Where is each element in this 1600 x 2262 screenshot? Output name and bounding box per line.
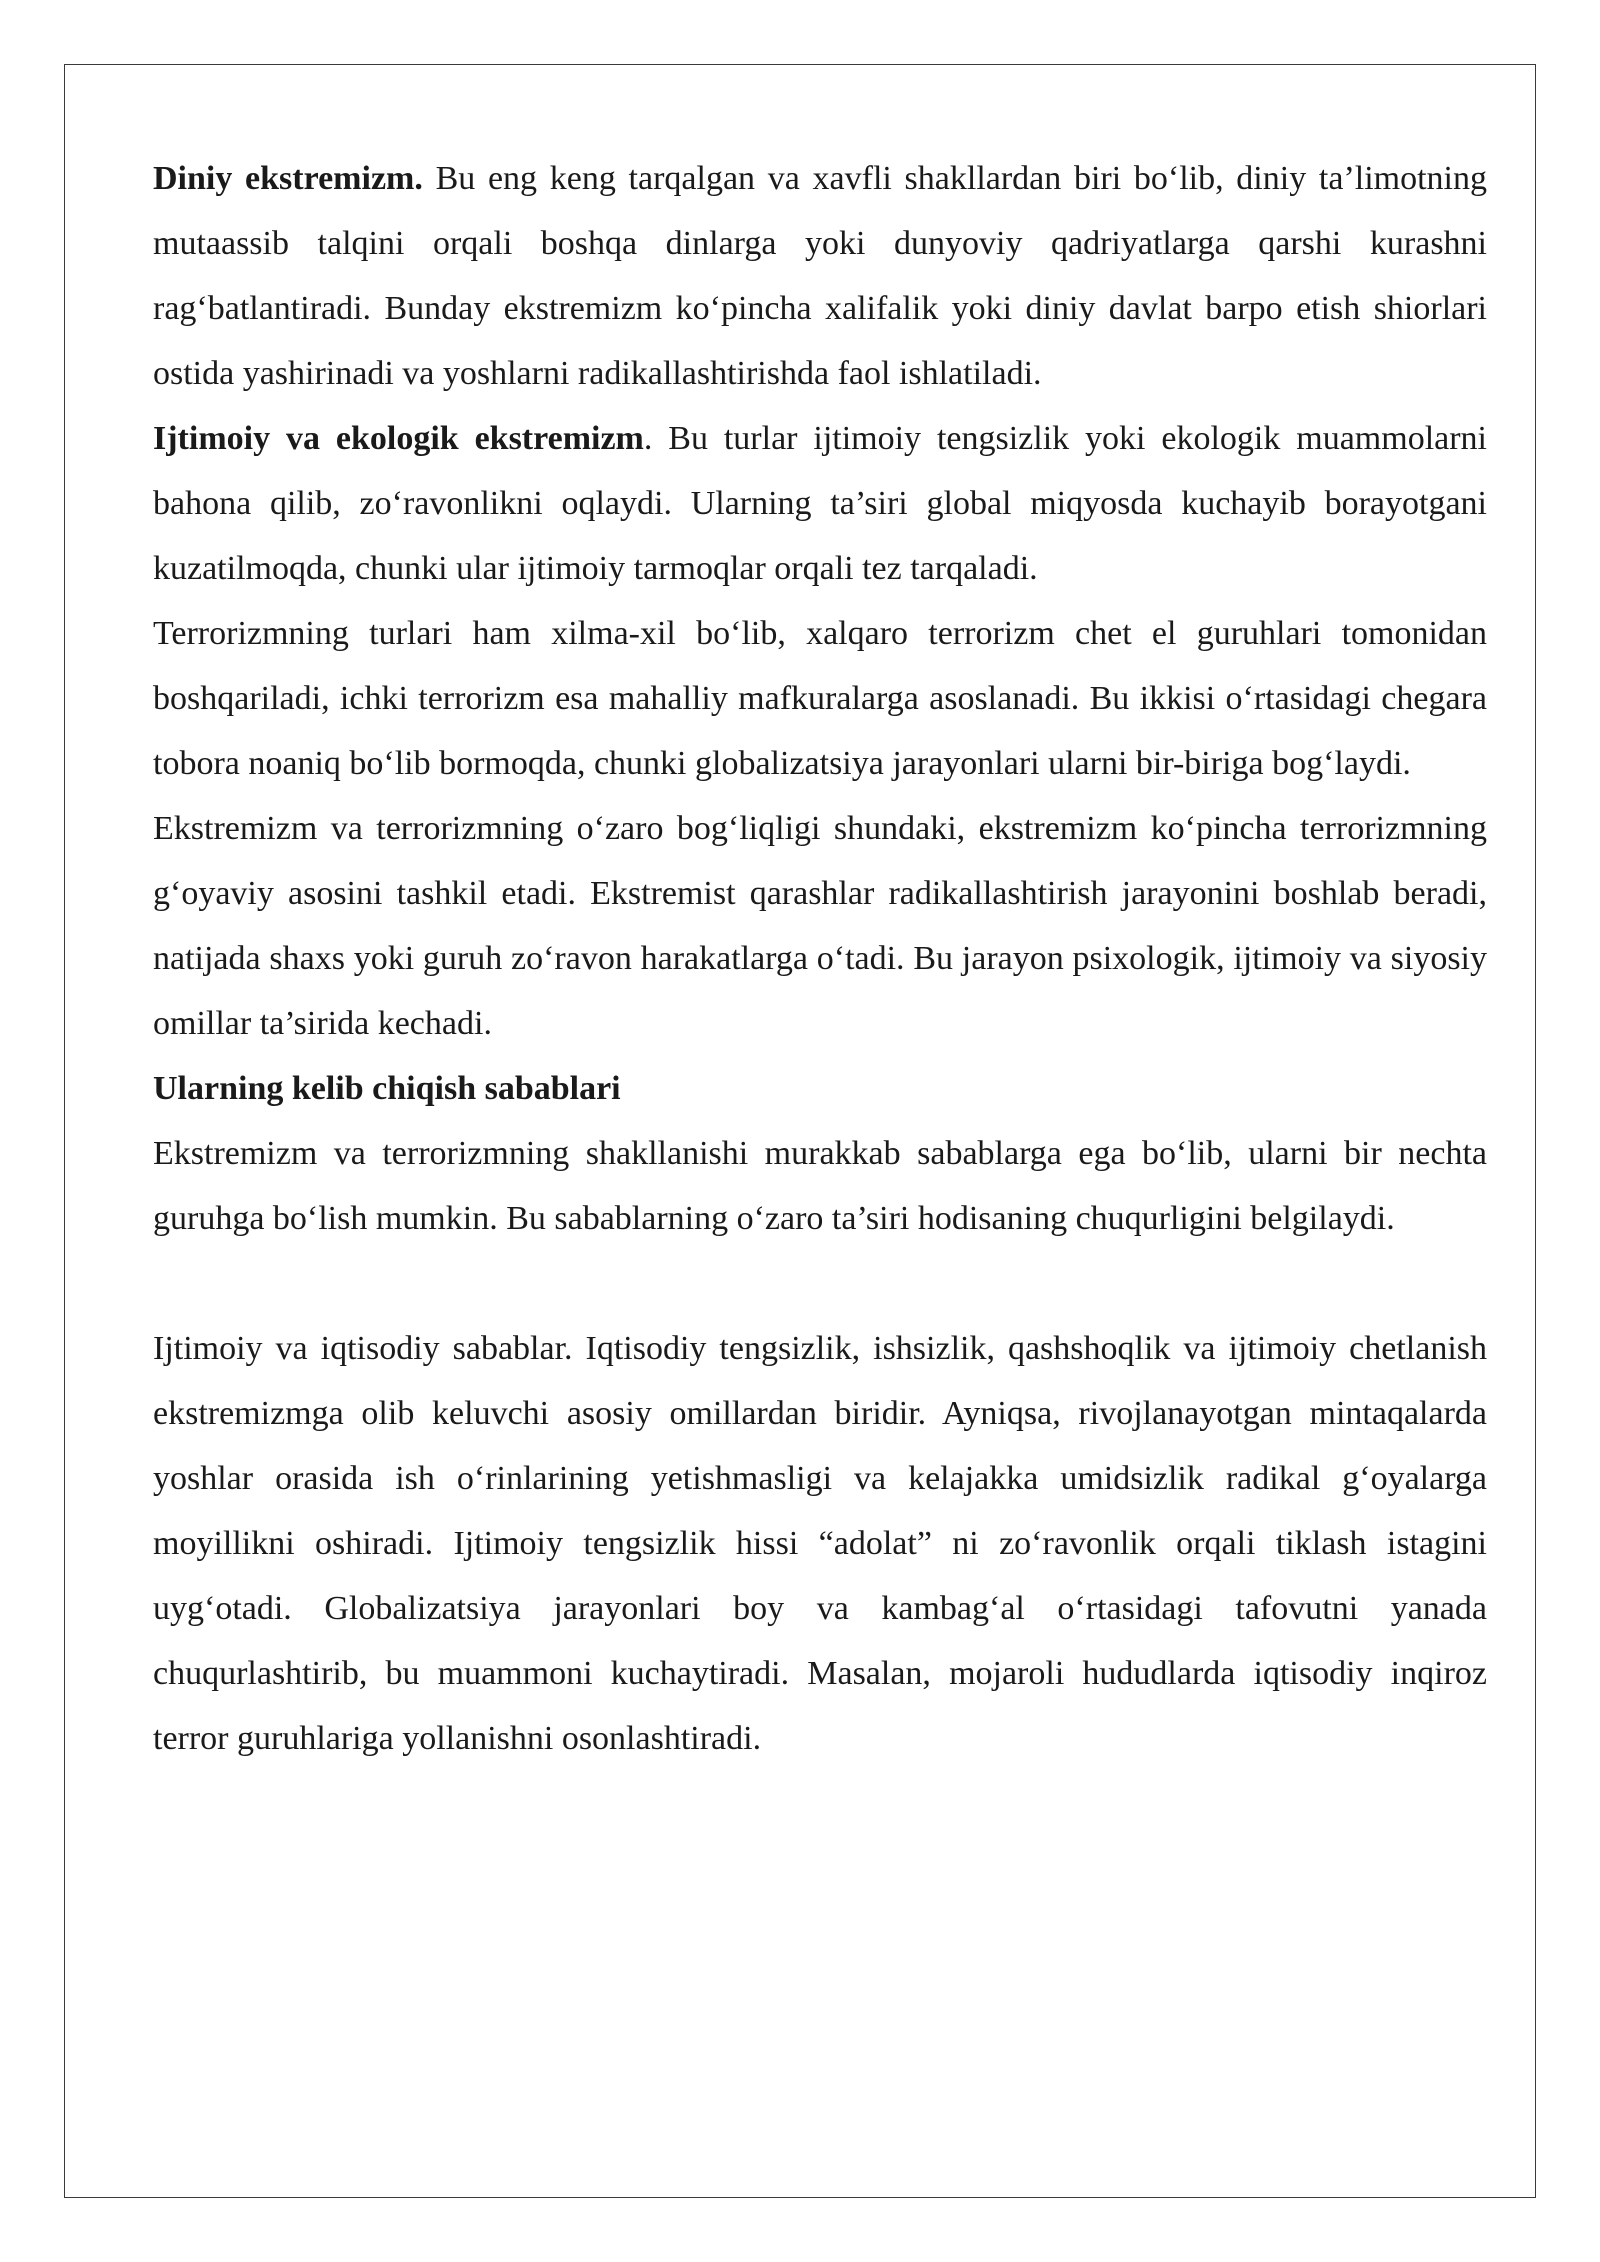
paragraph-socioeconomic-causes: Ijtimoiy va iqtisodiy sabablar. Iqtisodiy tengsizlik, ishsizlik, qashshoqlik va ijtimoiy chetlanish ekstremizmga olib keluvchi asosiy omillardan biridir. Ayniqsa, rivojlanayotgan mintaqalarda yoshlar orasida ish o‘rinlarining yetishmasligi va kelajakka umidsizlik radikal g‘oyalarga moyillikni oshiradi. Ijtimoiy tengsizlik hissi “adolat” ni zo‘ravonlik orqali tiklash istagini uyg‘otadi. Globalizatsiya jarayonlari boy va kambag‘al o‘rtasidagi tafovutni yanada chuqurlashtirib, bu muammoni kuchaytiradi. Masalan, mojaroli hududlarda iqtisodiy inqiroz terror guruhlariga yollanishni osonlashtiradi. bbox=[153, 1330, 1487, 1757]
blank-line bbox=[153, 1251, 1487, 1316]
paragraph-text: Bu eng keng tarqalgan va xavfli shakllardan biri bo‘lib, diniy ta’limotning mutaassib talqini orqali boshqa dinlarga yoki dunyoviy qadriyatlarga qarshi kurashni rag‘batlantiradi. Bunday ekstremizm ko‘pincha xalifalik yoki diniy davlat barpo etish shiorlari ostida yashirinadi va yoshlarni radikallashtirishda faol ishlatiladi. bbox=[153, 160, 1487, 392]
paragraph-religious-extremism bbox=[153, 146, 1487, 406]
paragraph-social-ecological-extremism bbox=[153, 406, 1487, 601]
paragraph-terrorism-types: Terrorizmning turlari ham xilma-xil bo‘lib, xalqaro terrorizm chet el guruhlari tomonidan boshqariladi, ichki terrorizm esa mahalliy mafkuralarga asoslanadi. Bu ikkisi o‘rtasidagi chegara tobora noaniq bo‘lib bormoqda, chunki globalizatsiya jarayonlari ularni bir-biriga bog‘laydi. bbox=[153, 615, 1487, 782]
document-body bbox=[153, 146, 1487, 1771]
paragraph-text: . Bu turlar ijtimoiy tengsizlik yoki ekologik muammolarni bahona qilib, zo‘ravonlikni oqlaydi. Ularning ta’siri global miqyosda kuchayib borayotgani kuzatilmoqda, chunki ular ijtimoiy tarmoqlar orqali tez tarqaladi. bbox=[153, 420, 1487, 587]
section-heading: Ularning kelib chiqish sabablari bbox=[153, 1070, 621, 1107]
paragraph-causes-intro: Ekstremizm va terrorizmning shakllanishi murakkab sabablarga ega bo‘lib, ularni bir nechta guruhga bo‘lish mumkin. Bu sabablarning o‘zaro ta’siri hodisaning chuqurligini belgilaydi. bbox=[153, 1135, 1487, 1237]
paragraph-lead: Ijtimoiy va ekologik ekstremizm bbox=[153, 420, 644, 457]
paragraph-lead: Diniy ekstremizm. bbox=[153, 160, 423, 197]
paragraph-interconnection: Ekstremizm va terrorizmning o‘zaro bog‘liqligi shundaki, ekstremizm ko‘pincha terrorizmning g‘oyaviy asosini tashkil etadi. Ekstremist qarashlar radikallashtirish jarayonini boshlab beradi, natijada shaxs yoki guruh zo‘ravon harakatlarga o‘tadi. Bu jarayon psixologik, ijtimoiy va siyosiy omillar ta’sirida kechadi. bbox=[153, 810, 1487, 1042]
